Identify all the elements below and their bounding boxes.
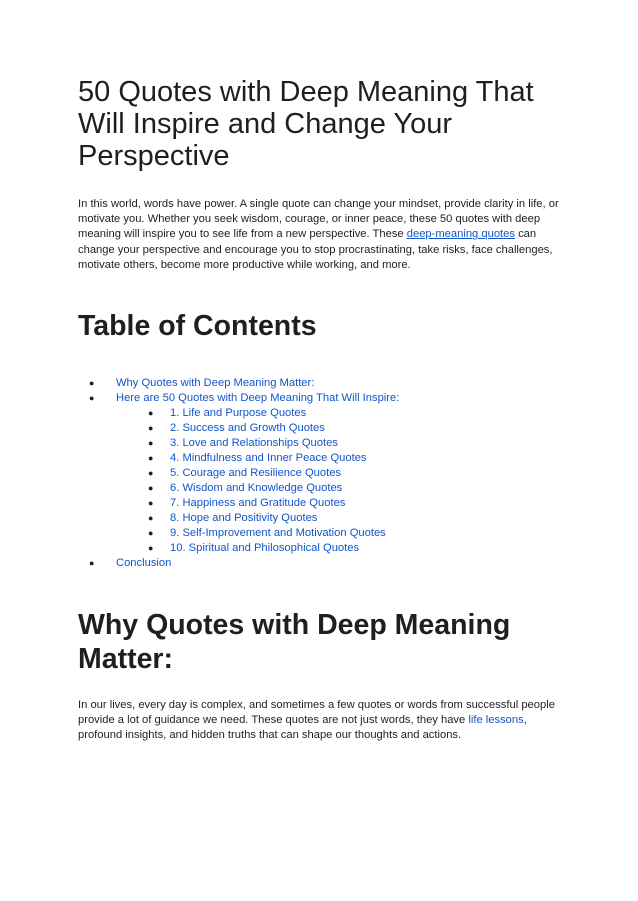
toc-link-courage-resilience[interactable]: 5. Courage and Resilience Quotes — [170, 467, 342, 479]
toc-link-happiness-gratitude[interactable]: 7. Happiness and Gratitude Quotes — [170, 497, 346, 509]
why-text-end: , profound insights, and hidden truths that can shape our thoughts and actions. — [78, 714, 527, 742]
toc-subitem — [78, 451, 564, 466]
toc-link-life-purpose[interactable]: 1. Life and Purpose Quotes — [170, 407, 307, 419]
why-text-start: In our lives, every day is complex, and sometimes a few quotes or words from successful people provide a lot of guidance we need. These quotes are not just words, they have — [78, 699, 555, 727]
toc-subitem — [78, 436, 564, 451]
toc-subitem — [78, 466, 564, 481]
toc-heading: Table of Contents — [78, 310, 317, 342]
intro-text-start: In this world, words have power. A single quote can change your mindset, provide clarity in life, or motivate you. Whether you seek wisdom, courage, or inner peace, these 50 quotes with deep meaning will inspire you to see life from a new perspective. These — [78, 198, 559, 241]
toc-subitem — [78, 526, 564, 541]
deep-meaning-quotes-link[interactable]: deep-meaning quotes — [406, 228, 515, 241]
why-section-heading: Why Quotes with Deep Meaning Matter: — [78, 609, 511, 675]
bullet-icon: ● — [148, 528, 154, 538]
toc-item — [78, 376, 564, 391]
toc-subitem — [78, 421, 564, 436]
bullet-icon: ● — [89, 378, 95, 388]
toc-subitem — [78, 541, 564, 556]
table-of-contents — [78, 376, 564, 571]
bullet-icon: ● — [89, 393, 95, 403]
life-lessons-link[interactable]: life lessons — [468, 714, 524, 727]
toc-subitem — [78, 496, 564, 511]
why-section-paragraph — [78, 698, 564, 744]
intro-paragraph — [78, 197, 564, 273]
bullet-icon: ● — [148, 423, 154, 433]
toc-item — [78, 556, 564, 571]
toc-subitem — [78, 406, 564, 421]
toc-link-why-quotes[interactable]: Why Quotes with Deep Meaning Matter: — [116, 377, 315, 389]
bullet-icon: ● — [148, 453, 154, 463]
toc-link-wisdom-knowledge[interactable]: 6. Wisdom and Knowledge Quotes — [170, 482, 343, 494]
toc-subitem — [78, 481, 564, 496]
toc-link-self-improvement[interactable]: 9. Self-Improvement and Motivation Quotes — [170, 527, 386, 539]
bullet-icon: ● — [148, 408, 154, 418]
bullet-icon: ● — [148, 513, 154, 523]
bullet-icon: ● — [148, 468, 154, 478]
page-title: 50 Quotes with Deep Meaning That Will Inspire and Change Your Perspective — [78, 76, 534, 172]
bullet-icon: ● — [148, 483, 154, 493]
toc-link-50-quotes[interactable]: Here are 50 Quotes with Deep Meaning That Will Inspire: — [116, 392, 400, 404]
bullet-icon: ● — [148, 543, 154, 553]
toc-item — [78, 391, 564, 406]
toc-subitem — [78, 511, 564, 526]
bullet-icon: ● — [89, 558, 95, 568]
intro-text-end: can change your perspective and encourage you to stop procrastinating, take risks, face challenges, motivate others, become more productive while working, and more. — [78, 228, 553, 271]
toc-link-mindfulness-peace[interactable]: 4. Mindfulness and Inner Peace Quotes — [170, 452, 367, 464]
toc-link-hope-positivity[interactable]: 8. Hope and Positivity Quotes — [170, 512, 318, 524]
bullet-icon: ● — [148, 438, 154, 448]
toc-link-love-relationships[interactable]: 3. Love and Relationships Quotes — [170, 437, 338, 449]
toc-link-spiritual-philosophical[interactable]: 10. Spiritual and Philosophical Quotes — [170, 542, 360, 554]
toc-link-success-growth[interactable]: 2. Success and Growth Quotes — [170, 422, 325, 434]
toc-link-conclusion[interactable]: Conclusion — [116, 557, 172, 569]
bullet-icon: ● — [148, 498, 154, 508]
